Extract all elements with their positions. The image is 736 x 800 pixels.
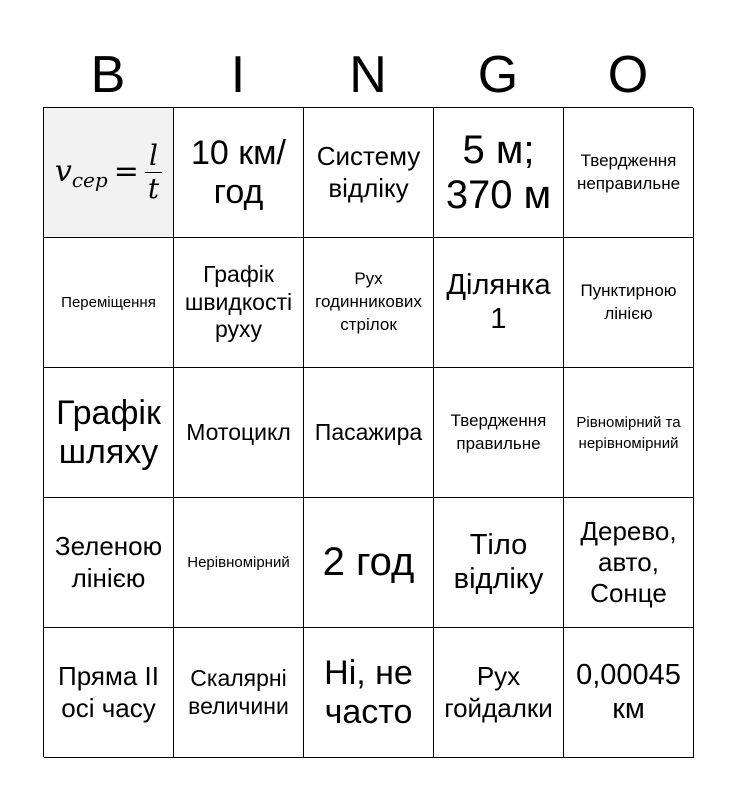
bingo-cell[interactable]: Графік швидкості руху [174,238,304,368]
bingo-cell-formula[interactable] [44,108,174,238]
bingo-cell[interactable]: 2 год [304,498,434,628]
bingo-cell[interactable]: Рівномірний та нерівномірний [564,368,694,498]
formula-subscript: сер [71,168,108,192]
bingo-cell[interactable]: Зеленою лінією [44,498,174,628]
bingo-cell[interactable]: Твердження правильне [434,368,564,498]
bingo-cell[interactable]: Графік шляху [44,368,174,498]
formula-denominator: t [147,172,160,206]
formula-variable: v [54,154,72,190]
header-letter-g: G [477,46,519,104]
bingo-cell[interactable]: 5 м; 370 м [434,108,564,238]
formula-fraction [145,138,162,206]
bingo-cell[interactable]: Ні, не часто [304,628,434,758]
bingo-cell[interactable]: 0,00045 км [564,628,694,758]
bingo-cell[interactable]: Тіло відліку [434,498,564,628]
bingo-cell[interactable]: Пряма ІІ осі часу [44,628,174,758]
bingo-cell[interactable]: Твердження неправильне [564,108,694,238]
bingo-cell[interactable]: 10 км/год [174,108,304,238]
formula-numerator: l [148,138,158,172]
bingo-cell[interactable]: Нерівномірний [174,498,304,628]
bingo-cell[interactable]: Переміщення [44,238,174,368]
header-letter-o: O [607,46,649,104]
bingo-header [43,40,693,110]
header-letter-n: N [349,46,387,104]
bingo-cell[interactable]: Ділянка 1 [434,238,564,368]
bingo-cell[interactable]: Рух гойдалки [434,628,564,758]
bingo-board [43,107,693,757]
average-speed-formula [54,138,162,206]
bingo-cell[interactable]: Пасажира [304,368,434,498]
bingo-cell[interactable]: Скалярні величини [174,628,304,758]
bingo-cell[interactable]: Дерево, авто, Сонце [564,498,694,628]
bingo-cell[interactable]: Мотоцикл [174,368,304,498]
header-letter-b: B [90,46,126,104]
formula-equals: = [113,154,139,190]
bingo-cell[interactable]: Систему відліку [304,108,434,238]
header-letter-i: I [230,46,246,104]
bingo-cell[interactable]: Рух годинникових стрілок [304,238,434,368]
bingo-cell[interactable]: Пунктирною лінією [564,238,694,368]
